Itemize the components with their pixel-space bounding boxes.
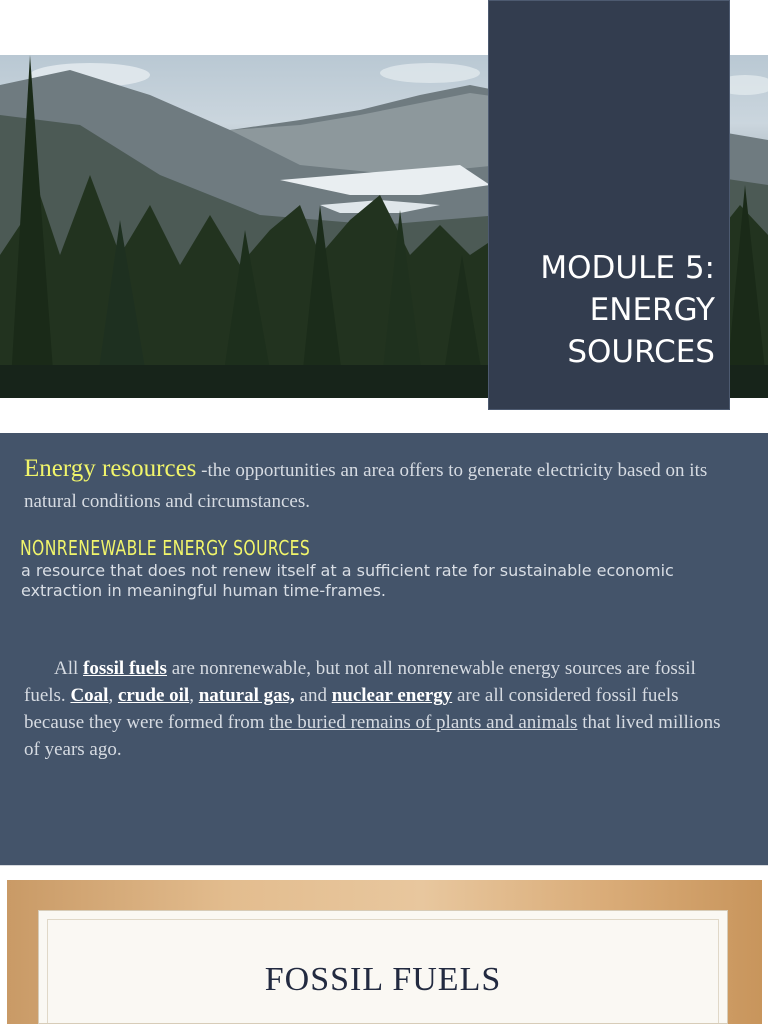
text-segment: that lived millions of years ago. xyxy=(24,712,721,760)
term-fossil-fuels: fossil fuels xyxy=(83,658,167,679)
text-segment: All xyxy=(54,658,84,679)
text-segment: and xyxy=(294,685,332,706)
title-line-2: ENERGY xyxy=(589,292,715,328)
definition-term: Energy resources xyxy=(24,455,197,482)
title-slide xyxy=(0,0,768,420)
title-line-3: SOURCES xyxy=(567,334,715,370)
text-segment: , xyxy=(108,685,118,706)
definitions-slide xyxy=(0,433,768,865)
phrase-buried-remains: the buried remains of plants and animals xyxy=(269,712,578,733)
fossil-fuels-slide xyxy=(7,880,762,1024)
term-crude-oil: crude oil xyxy=(117,685,190,706)
text-segment: , xyxy=(189,685,199,706)
definition-text: -the opportunities an area offers to generate electricity based on its natural conditions and circumstances. xyxy=(24,460,708,512)
text-segment: are all considered fossil fuels because they were formed from xyxy=(24,685,679,733)
fossil-fuels-title: FOSSIL FUELS xyxy=(264,961,502,998)
module-title xyxy=(540,247,715,373)
term-natural-gas: natural gas, xyxy=(198,685,295,706)
nonrenewable-heading: NONRENEWABLE ENERGY SOURCES xyxy=(20,536,311,560)
term-coal: Coal xyxy=(70,685,109,706)
module-title-box xyxy=(488,0,730,410)
text-segment: are nonrenewable, but not all nonrenewable energy sources are fossil fuels. xyxy=(24,658,696,706)
title-line-1: MODULE 5: xyxy=(540,250,715,286)
term-nuclear-energy: nuclear energy xyxy=(331,685,453,706)
slide-divider xyxy=(0,865,768,866)
energy-resources-definition xyxy=(24,453,744,517)
fossil-fuels-paragraph xyxy=(24,655,724,763)
paper-card xyxy=(38,910,728,1024)
nonrenewable-description: a resource that does not renew itself at a sufficient rate for sustainable economic extraction in meaningful human time-frames. xyxy=(21,561,674,600)
